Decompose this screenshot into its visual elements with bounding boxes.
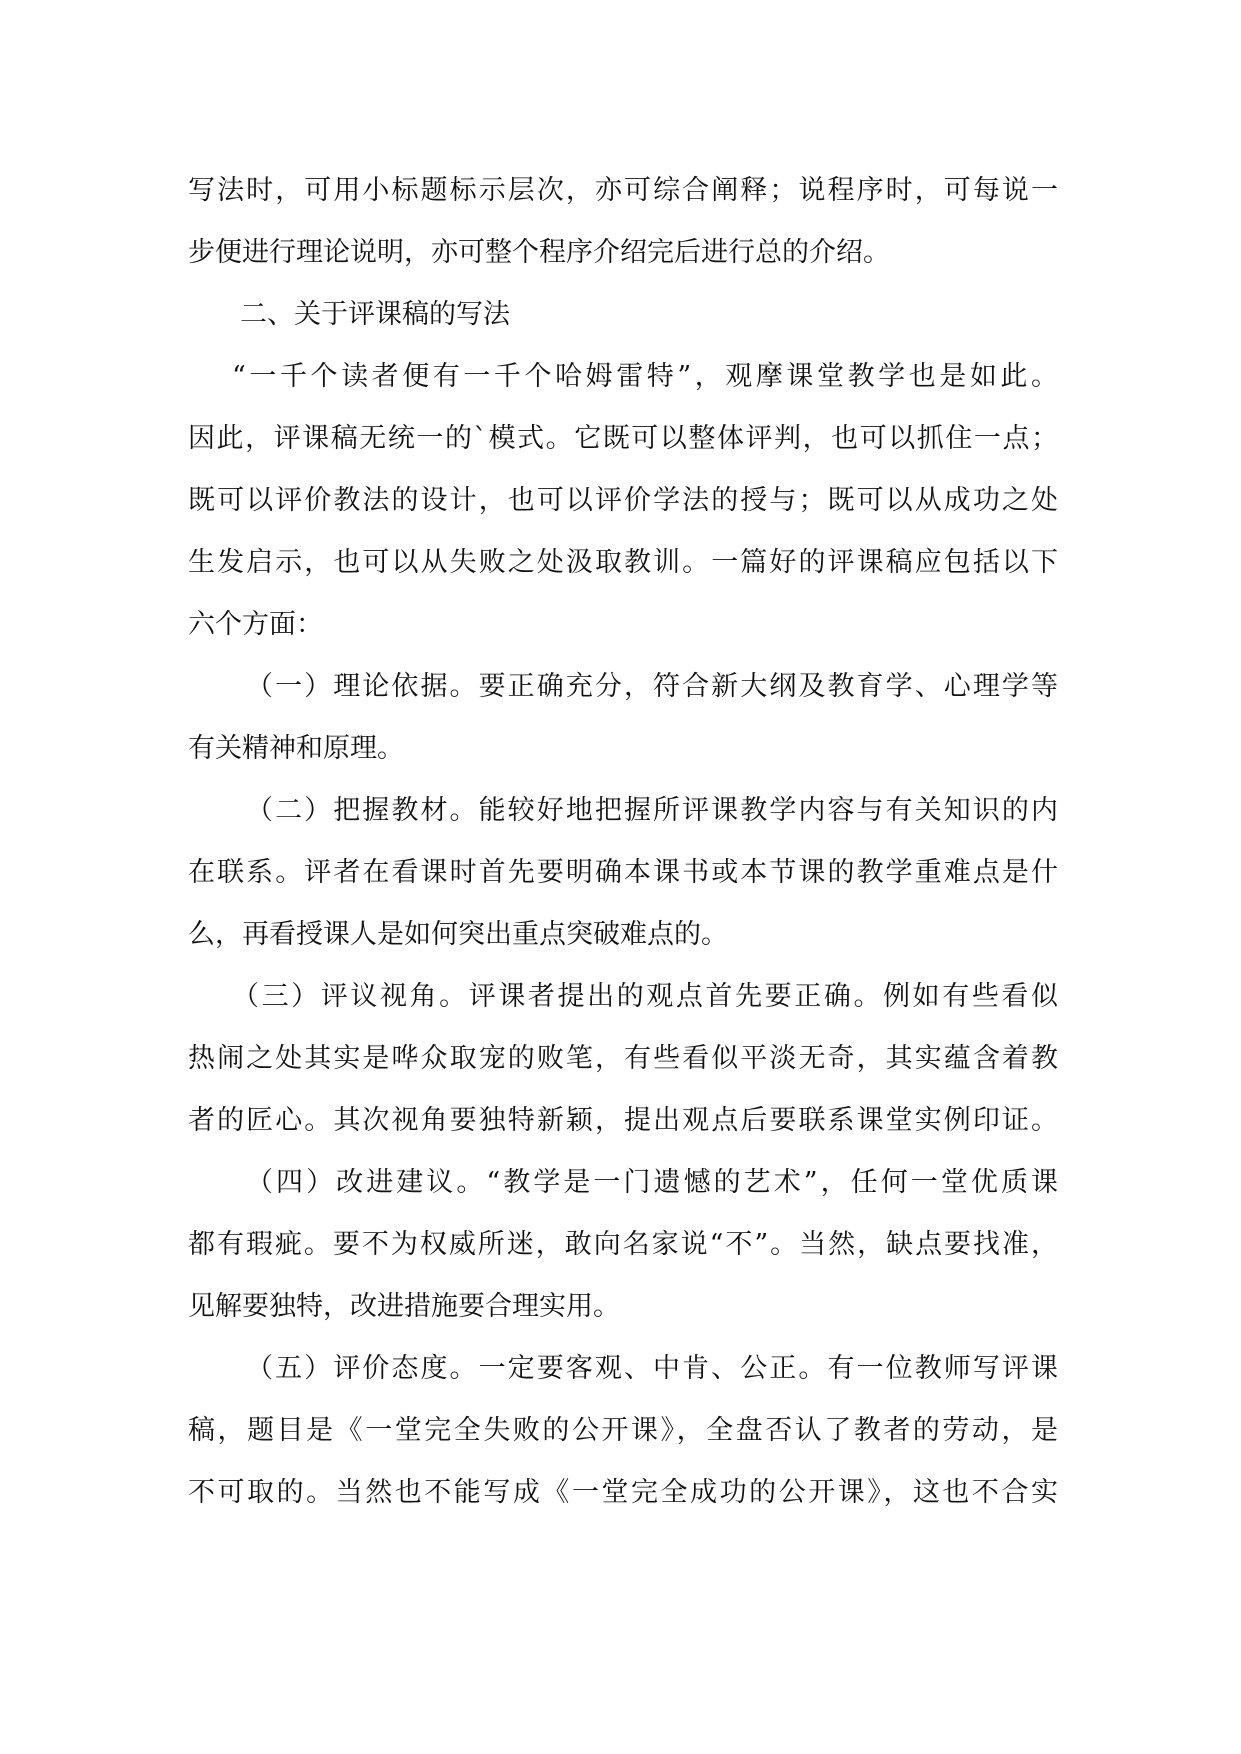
text-line: （四）改进建议。“教学是一门遗憾的艺术”，任何一堂优质课 (246, 1167, 1058, 1198)
text-line: （一）理论依据。要正确充分，符合新大纲及教育学、心理学等 (246, 671, 1058, 702)
text-line: 稿，题目是《一堂完全失败的公开课》，全盘否认了教者的劳动，是 (188, 1415, 1058, 1446)
text-line: 在联系。评者在看课时首先要明确本课书或本节课的教学重难点是什 (188, 857, 1058, 888)
body-text (188, 160, 1058, 1524)
text-line: 生发启示，也可以从失败之处汲取教训。一篇好的评课稿应包括以下 (188, 547, 1058, 578)
text-line: 六个方面： (188, 609, 323, 640)
text-line: 都有瑕疵。要不为权威所迷，敢向名家说“不”。当然，缺点要找准， (188, 1229, 1058, 1260)
text-line: 写法时，可用小标题标示层次，亦可综合阐释；说程序时，可每说一 (188, 175, 1058, 206)
text-line: 见解要独特，改进措施要合理实用。 (188, 1291, 620, 1322)
text-line: 者的匠心。其次视角要独特新颖，提出观点后要联系课堂实例印证。 (188, 1105, 1058, 1136)
text-line: （五）评价态度。一定要客观、中肯、公正。有一位教师写评课 (246, 1353, 1058, 1384)
text-line: （三）评议视角。评课者提出的观点首先要正确。例如有些看似 (232, 981, 1058, 1012)
text-line: （二）把握教材。能较好地把握所评课教学内容与有关知识的内 (246, 795, 1058, 826)
section-heading: 二、关于评课稿的写法 (240, 299, 510, 330)
text-line: 不可取的。当然也不能写成《一堂完全成功的公开课》，这也不合实 (188, 1477, 1058, 1508)
text-line: 步便进行理论说明，亦可整个程序介绍完后进行总的介绍。 (188, 237, 890, 268)
text-line: 么，再看授课人是如何突出重点突破难点的。 (188, 919, 728, 950)
text-line: 因此，评课稿无统一的`模式。它既可以整体评判，也可以抓住一点； (188, 423, 1058, 454)
text-line: “一千个读者便有一千个哈姆雷特”，观摩课堂教学也是如此。 (232, 361, 1058, 392)
text-line: 热闹之处其实是哗众取宠的败笔，有些看似平淡无奇，其实蕴含着教 (188, 1043, 1058, 1074)
text-line: 既可以评价教法的设计，也可以评价学法的授与；既可以从成功之处 (188, 485, 1058, 516)
text-line: 有关精神和原理。 (188, 733, 404, 764)
